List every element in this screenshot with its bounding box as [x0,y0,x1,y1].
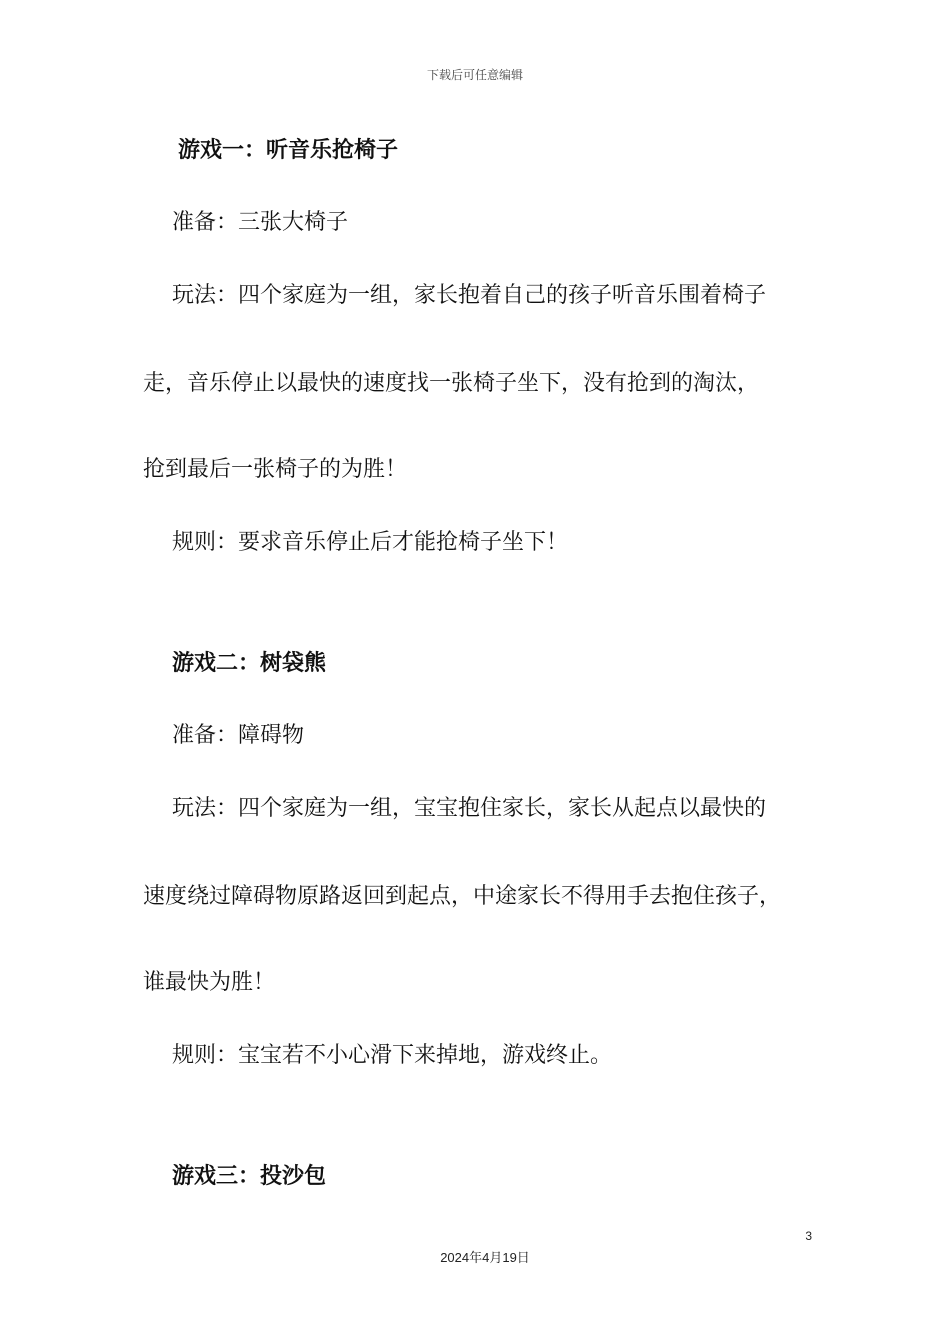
game-1-title: 游戏一：听音乐抢椅子 [178,138,399,163]
game-2-title: 游戏二：树袋熊 [172,651,327,676]
footer-date: 2024年4月19日 [440,1250,530,1265]
game-2-rule: 规则：宝宝若不小心滑下来掉地，游戏终止。 [172,1043,613,1068]
game-2-preparation: 准备：障碍物 [172,723,305,748]
game-1-rule: 规则：要求音乐停止后才能抢椅子坐下！ [172,530,569,555]
page-number: 3 [805,1229,812,1243]
game-1-preparation: 准备：三张大椅子 [172,210,349,235]
game-1-play-line-3: 抢到最后一张椅子的为胜！ [143,457,408,482]
game-3-title: 游戏三：投沙包 [172,1164,327,1189]
page-header: 下载后可任意编辑 [426,68,523,82]
game-2-play-line-3: 谁最快为胜！ [143,970,276,995]
game-2-play-line-2: 速度绕过障碍物原路返回到起点，中途家长不得用手去抱住孩子， [143,884,782,909]
game-2-play-line-1: 玩法：四个家庭为一组，宝宝抱住家长，家长从起点以最快的 [172,796,767,821]
game-1-play-line-2: 走，音乐停止以最快的速度找一张椅子坐下，没有抢到的淘汰， [143,371,760,396]
game-1-play-line-1: 玩法：四个家庭为一组，家长抱着自己的孩子听音乐围着椅子 [172,283,767,308]
